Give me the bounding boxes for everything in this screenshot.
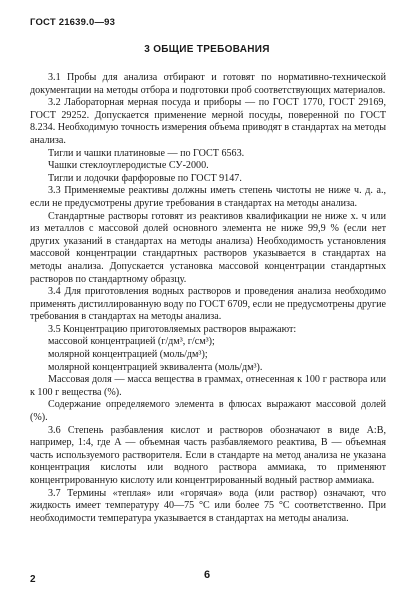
- paragraph: 3.2 Лабораторная мерная посуда и приборы — по ГОСТ 1770, ГОСТ 29169, ГОСТ 29252. Допускается применение мерной посуды, поверенной по ГОСТ 8.234. Необходимую точность измерения объема приводят в стандартах на методы анализа.: [30, 97, 386, 146]
- document-header: ГОСТ 21639.0—93: [30, 17, 116, 28]
- list-item: молярной концентрацией эквивалента (моль/дм³).: [48, 361, 263, 373]
- section-title: 3 ОБЩИЕ ТРЕБОВАНИЯ: [144, 44, 270, 55]
- list-item: молярной концентрацией (моль/дм³);: [48, 349, 208, 361]
- paragraph: 3.6 Степень разбавления кислот и растворов обозначают в виде А:В, например, 1:4, где А — объемная часть разбавляемого реактива, В — объемная часть используемого растворителя. Если в стандарте на метод анализа не указана концентрация кислоты или водного раствора аммиака, то применяют концентрированную кислоту или концентрированный водный раствор аммиака.: [30, 424, 386, 486]
- page-number: 6: [203, 569, 211, 581]
- paragraph: Массовая доля — масса вещества в граммах, отнесенная к 100 г раствора или к 100 г вещества (%).: [30, 374, 386, 398]
- paragraph: 3.7 Термины «теплая» или «горячая» вода (или раствор) означают, что жидкость имеет температуру 40—75 °С или более 75 °С соответственно. При необходимости температура указывается в стандартах на методы анализа.: [30, 487, 386, 524]
- paragraph: 3.1 Пробы для анализа отбирают и готовят по нормативно-технической документации на методы отбора и подготовки проб соответствующих материалов.: [30, 72, 386, 96]
- paragraph: 3.3 Применяемые реактивы должны иметь степень чистоты не ниже ч. д. а., если не предусмотрены другие требования в стандартах на методы анализа.: [30, 185, 386, 209]
- list-item: массовой концентрацией (г/дм³, г/см³);: [48, 336, 215, 348]
- section-body: [30, 72, 386, 525]
- paragraph: Тигли и лодочки фарфоровые по ГОСТ 9147.: [48, 172, 242, 184]
- paragraph: 3.4 Для приготовления водных растворов и проведения анализа необходимо применять дистиллированную воду по ГОСТ 6709, если не предусмотрены другие требования в стандартах на методы анализа.: [30, 286, 386, 323]
- paragraph: Тигли и чашки платиновые — по ГОСТ 6563.: [48, 147, 245, 159]
- paragraph: 3.5 Концентрацию приготовляемых растворов выражают:: [48, 323, 297, 335]
- paragraph: Чашки стеклоуглеродистые СУ-2000.: [48, 160, 209, 172]
- paragraph: Стандартные растворы готовят из реактивов квалификации не ниже х. ч или из металлов с массовой долей основного элемента не ниже 99,9 % (если нет других указаний в стандартах на методы анализа) Необходимость установления массовой концентрации стандартных растворов указывается в стандартах на методы анализа. Допускается установка массовой концентрации стандартных растворов по стандартному образцу.: [30, 210, 386, 285]
- page-footer-left: 2: [30, 574, 36, 585]
- paragraph: Содержание определяемого элемента в флюсах выражают массовой долей (%).: [30, 399, 386, 424]
